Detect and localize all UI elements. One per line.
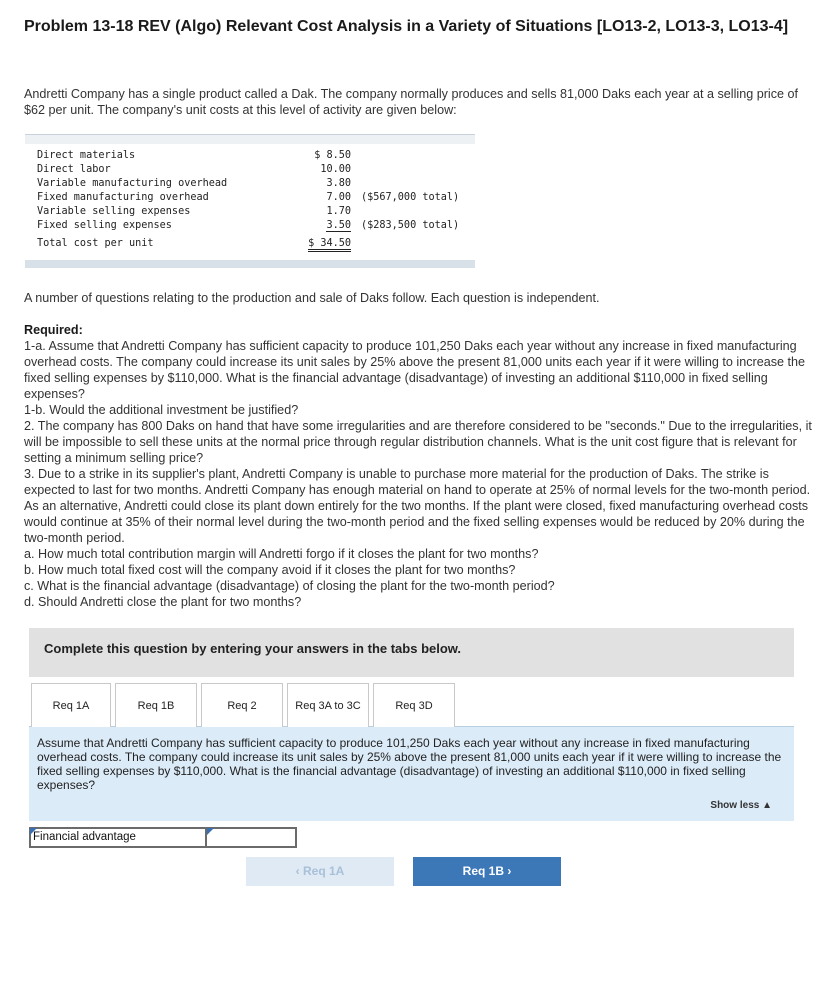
question-3: 3. Due to a strike in its supplier's plant, Andretti Company is unable to purchase more material for the production of Daks. The strike is expected to last for two months. Andretti Company has enough material on hand to operate at 25% of normal levels for the two-month period. As an alternative, Andretti could close its plant down entirely for the two months. If the plant were closed, fixed manufacturing overhead costs would continue at 35% of their normal level during the two-month period and the fixed selling expenses would be reduced by 20% during the two-month period. bbox=[24, 467, 811, 545]
tab-req-3d[interactable]: Req 3D bbox=[373, 683, 455, 727]
cost-label: Variable selling expenses bbox=[37, 206, 191, 217]
table-row bbox=[37, 205, 475, 219]
table-header-band bbox=[25, 135, 475, 144]
tab-panel bbox=[29, 727, 794, 821]
total-label: Total cost per unit bbox=[37, 238, 154, 249]
instruction-banner: Complete this question by entering your answers in the tabs below. bbox=[29, 628, 794, 677]
tab-req-3a-3c[interactable]: Req 3A to 3C bbox=[287, 683, 369, 727]
table-row bbox=[37, 219, 475, 233]
problem-title: Problem 13-18 REV (Algo) Relevant Cost Analysis in a Variety of Situations [LO13-2, LO13-3, LO13-4] bbox=[24, 18, 789, 35]
tab-req-1a[interactable]: Req 1A bbox=[31, 683, 111, 728]
cost-label: Direct materials bbox=[37, 150, 136, 161]
label-flag-icon bbox=[30, 828, 37, 835]
cost-amount: 7.00 bbox=[326, 192, 351, 203]
total-amount bbox=[269, 237, 351, 251]
question-1a: 1-a. Assume that Andretti Company has sufficient capacity to produce 101,250 Daks each year without any increase in fixed manufacturing overhead costs. The company could increase its unit sales by 25% above the present 81,000 units each year if it were willing to increase the fixed selling expenses by $110,000. What is the financial advantage (disadvantage) of investing an additional $110,000 in fixed selling expenses? bbox=[24, 339, 806, 401]
financial-advantage-input[interactable] bbox=[209, 829, 295, 846]
table-row bbox=[37, 163, 475, 177]
question-3d: d. Should Andretti close the plant for two months? bbox=[24, 595, 302, 609]
unit-cost-table bbox=[25, 134, 475, 268]
cost-label: Fixed manufacturing overhead bbox=[37, 192, 209, 203]
question-1b: 1-b. Would the additional investment be justified? bbox=[24, 403, 299, 417]
required-heading: Required: bbox=[24, 323, 83, 337]
cost-amount: 10.00 bbox=[320, 164, 351, 175]
cost-label: Variable manufacturing overhead bbox=[37, 178, 228, 189]
cost-label: Direct labor bbox=[37, 164, 111, 175]
tab-req-1b[interactable]: Req 1B bbox=[115, 683, 197, 727]
prev-req-button[interactable]: ‹ Req 1A bbox=[246, 857, 394, 886]
cost-note: ($283,500 total) bbox=[361, 220, 460, 231]
question-2: 2. The company has 800 Daks on hand that have some irregularities and are therefore considered to be "seconds." Due to the irregularities, it will be impossible to sell these units at the normal price through regular distribution channels. What is the unit cost figure that is relevant for setting a minimum selling price? bbox=[24, 419, 812, 465]
total-amount-value: $ 34.50 bbox=[308, 238, 351, 252]
required-section bbox=[24, 322, 816, 610]
input-flag-icon bbox=[207, 828, 214, 835]
table-row bbox=[37, 191, 475, 205]
table-row bbox=[37, 177, 475, 191]
questions-intro: A number of questions relating to the production and sale of Daks follow. Each question is independent. bbox=[24, 291, 600, 305]
tab-req-2[interactable]: Req 2 bbox=[201, 683, 283, 727]
cost-amount: $ 8.50 bbox=[314, 150, 351, 161]
question-3b: b. How much total fixed cost will the company avoid if it closes the plant for two months? bbox=[24, 563, 516, 577]
question-3c: c. What is the financial advantage (disadvantage) of closing the plant for the two-month period? bbox=[24, 579, 555, 593]
answer-tabs bbox=[29, 683, 794, 727]
cost-amount-underlined: 3.50 bbox=[326, 220, 351, 231]
cost-amount: 1.70 bbox=[326, 206, 351, 217]
cost-amount: 3.80 bbox=[326, 178, 351, 189]
cost-note: ($567,000 total) bbox=[361, 192, 460, 203]
panel-question-text: Assume that Andretti Company has sufficient capacity to produce 101,250 Daks each year without any increase in fixed manufacturing overhead costs. The company could increase its unit sales by 25% above the present 81,000 units each year if it were willing to increase the fixed selling expenses by $110,000. What is the financial advantage (disadvantage) of investing an additional $110,000 in fixed selling expenses? bbox=[37, 736, 782, 792]
cost-label: Fixed selling expenses bbox=[37, 220, 172, 231]
intro-text: Andretti Company has a single product called a Dak. The company normally produces and sells 81,000 Daks each year at a selling price of $62 per unit. The company's unit costs at this level of activity are given below: bbox=[24, 87, 799, 117]
table-total-row bbox=[37, 237, 475, 251]
cost-amount bbox=[269, 219, 351, 233]
next-req-button[interactable]: Req 1B › bbox=[413, 857, 561, 886]
show-less-link[interactable]: Show less ▲ bbox=[710, 800, 772, 811]
answer-row bbox=[29, 827, 297, 848]
table-row bbox=[37, 149, 475, 163]
answer-label: Financial advantage bbox=[31, 829, 207, 846]
question-3a: a. How much total contribution margin will Andretti forgo if it closes the plant for two months? bbox=[24, 547, 539, 561]
